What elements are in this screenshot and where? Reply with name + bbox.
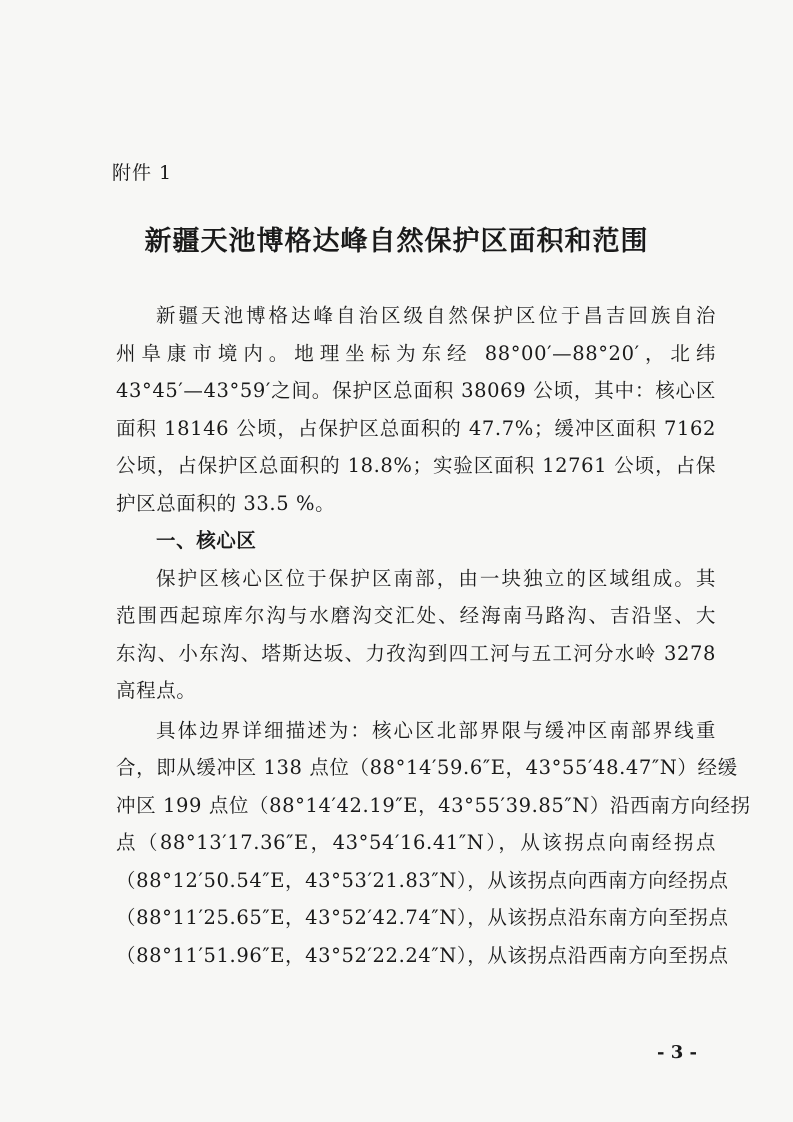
text-line: 43°45′—43°59′之间。保护区总面积 38069 公顷，其中：核心区 <box>116 379 716 402</box>
attachment-label: 附件 1 <box>112 162 173 184</box>
text-line: 东沟、小东沟、塔斯达坂、力孜沟到四工河与五工河分水岭 3278 <box>116 641 716 665</box>
text-line: 范围西起琼库尔沟与水磨沟交汇处、经海南马路沟、吉沿坚、大 <box>116 604 716 627</box>
section-heading: 一、核心区 <box>156 529 257 552</box>
text-line: 面积 18146 公顷，占保护区总面积的 47.7%；缓冲区面积 7162 <box>116 416 716 440</box>
text-line: （88°11′25.65″E，43°52′42.74″N），从该拐点沿东南方向至拐点 <box>116 906 729 929</box>
document-title: 新疆天池博格达峰自然保护区面积和范围 <box>144 226 649 257</box>
document-body <box>116 297 751 974</box>
paragraph-boundary <box>116 712 751 975</box>
text-line: 保护区核心区位于保护区南部，由一块独立的区域组成。其 <box>156 566 716 590</box>
section-heading-core-zone <box>116 522 716 560</box>
text-line: （88°11′51.96″E，43°52′22.24″N），从该拐点沿西南方向至拐点 <box>116 943 729 967</box>
text-line: 州阜康市境内。地理坐标为东经 88°00′—88°20′，北纬 <box>116 341 716 365</box>
page-number: - 3 - <box>657 1042 697 1063</box>
text-line: 合，即从缓冲区 138 点位（88°14′59.6″E，43°55′48.47″N）经缓 <box>116 756 738 779</box>
text-line: 具体边界详细描述为：核心区北部界限与缓冲区南部界线重 <box>156 718 716 742</box>
text-line: 冲区 199 点位（88°14′42.19″E，43°55′39.85″N）沿西南方向经拐 <box>116 793 751 817</box>
text-line: 护区总面积的 33.5 %。 <box>116 491 336 515</box>
text-line: （88°12′50.54″E，43°53′21.83″N），从该拐点向西南方向经拐点 <box>116 868 729 892</box>
text-line: 公顷，占保护区总面积的 18.8%；实验区面积 12761 公顷，占保 <box>116 454 716 477</box>
text-line: 高程点。 <box>116 679 197 702</box>
paragraph-core-zone <box>116 560 716 710</box>
paragraph-overview <box>116 297 716 522</box>
text-line: 点（88°13′17.36″E，43°54′16.41″N），从该拐点向南经拐点 <box>116 831 716 854</box>
text-line: 新疆天池博格达峰自治区级自然保护区位于昌吉回族自治 <box>156 304 716 327</box>
